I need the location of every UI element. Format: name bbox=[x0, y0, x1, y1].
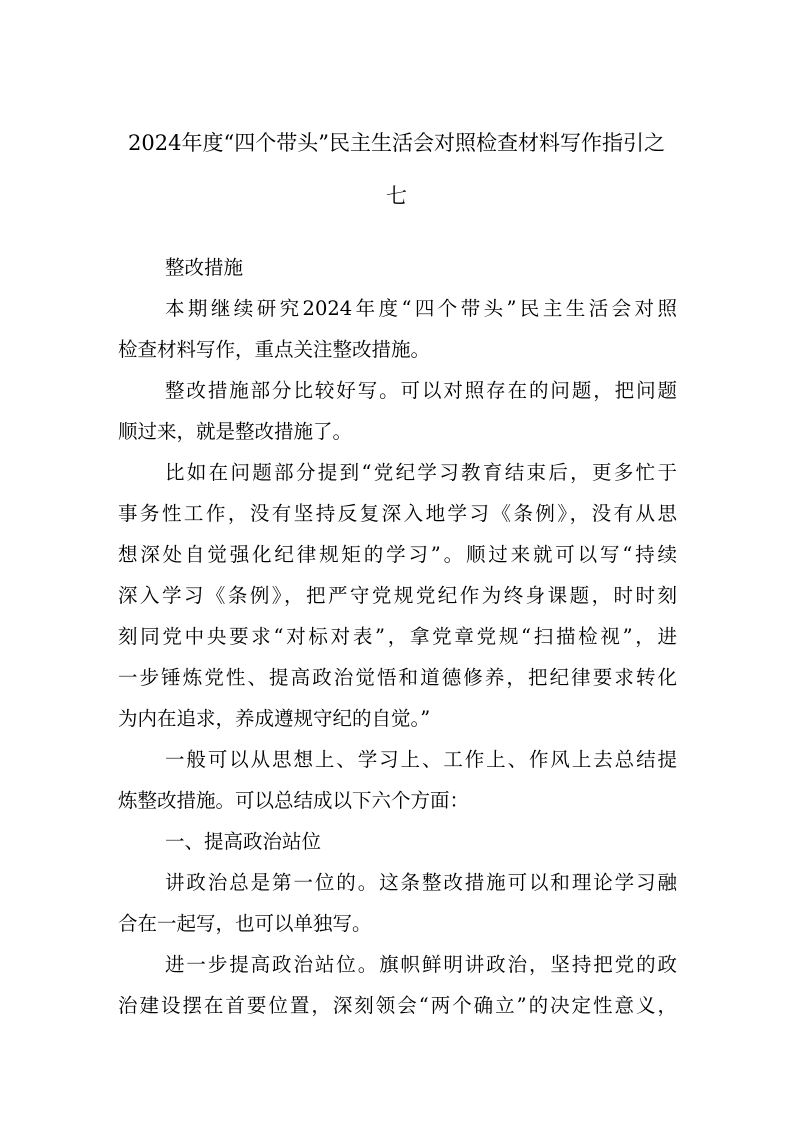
paragraph-line: 进一步提高政治站位。旗帜鲜明讲政治，坚持把党的政 bbox=[165, 953, 677, 976]
paragraph-line: 整改措施部分比较好写。可以对照存在的问题，把问题 bbox=[165, 379, 677, 402]
paragraph-line: 事务性工作，没有坚持反复深入地学习《条例》，没有从思 bbox=[118, 502, 677, 525]
paragraph-line: 为内在追求，养成遵规守纪的自觉。” bbox=[118, 707, 431, 730]
section-heading-rectification: 整改措施 bbox=[165, 256, 244, 279]
paragraph-line: 合在一起写，也可以单独写。 bbox=[118, 912, 372, 935]
document-title-line-1: 2024年度“四个带头”民主生活会对照检查材料写作指引之 bbox=[128, 131, 665, 155]
paragraph-line: 本期继续研究2024年度“四个带头”民主生活会对照 bbox=[165, 297, 677, 320]
paragraph-line: 炼整改措施。可以总结成以下六个方面： bbox=[118, 789, 470, 812]
paragraph-line: 一步锤炼党性、提高政治觉悟和道德修养，把纪律要求转化 bbox=[118, 666, 677, 689]
section-heading-political-stance: 一、提高政治站位 bbox=[165, 830, 322, 853]
paragraph-line: 比如在问题部分提到“党纪学习教育结束后，更多忙于 bbox=[165, 461, 677, 484]
paragraph-line: 顺过来，就是整改措施了。 bbox=[118, 420, 353, 443]
paragraph-line: 刻同党中央要求“对标对表”，拿党章党规“扫描检视”，进 bbox=[118, 625, 677, 648]
paragraph-line: 讲政治总是第一位的。这条整改措施可以和理论学习融 bbox=[165, 871, 677, 894]
paragraph-line: 想深处自觉强化纪律规矩的学习”。顺过来就可以写“持续 bbox=[118, 543, 677, 566]
document-title-line-2: 七 bbox=[386, 184, 407, 208]
document-body bbox=[118, 247, 677, 1026]
paragraph-line: 深入学习《条例》，把严守党规党纪作为终身课题，时时刻 bbox=[118, 584, 677, 607]
paragraph-line: 检查材料写作，重点关注整改措施。 bbox=[118, 338, 431, 361]
paragraph-line: 一般可以从思想上、学习上、工作上、作风上去总结提 bbox=[165, 748, 677, 771]
paragraph-line: 治建设摆在首要位置，深刻领会“两个确立”的决定性意义， bbox=[118, 994, 677, 1017]
